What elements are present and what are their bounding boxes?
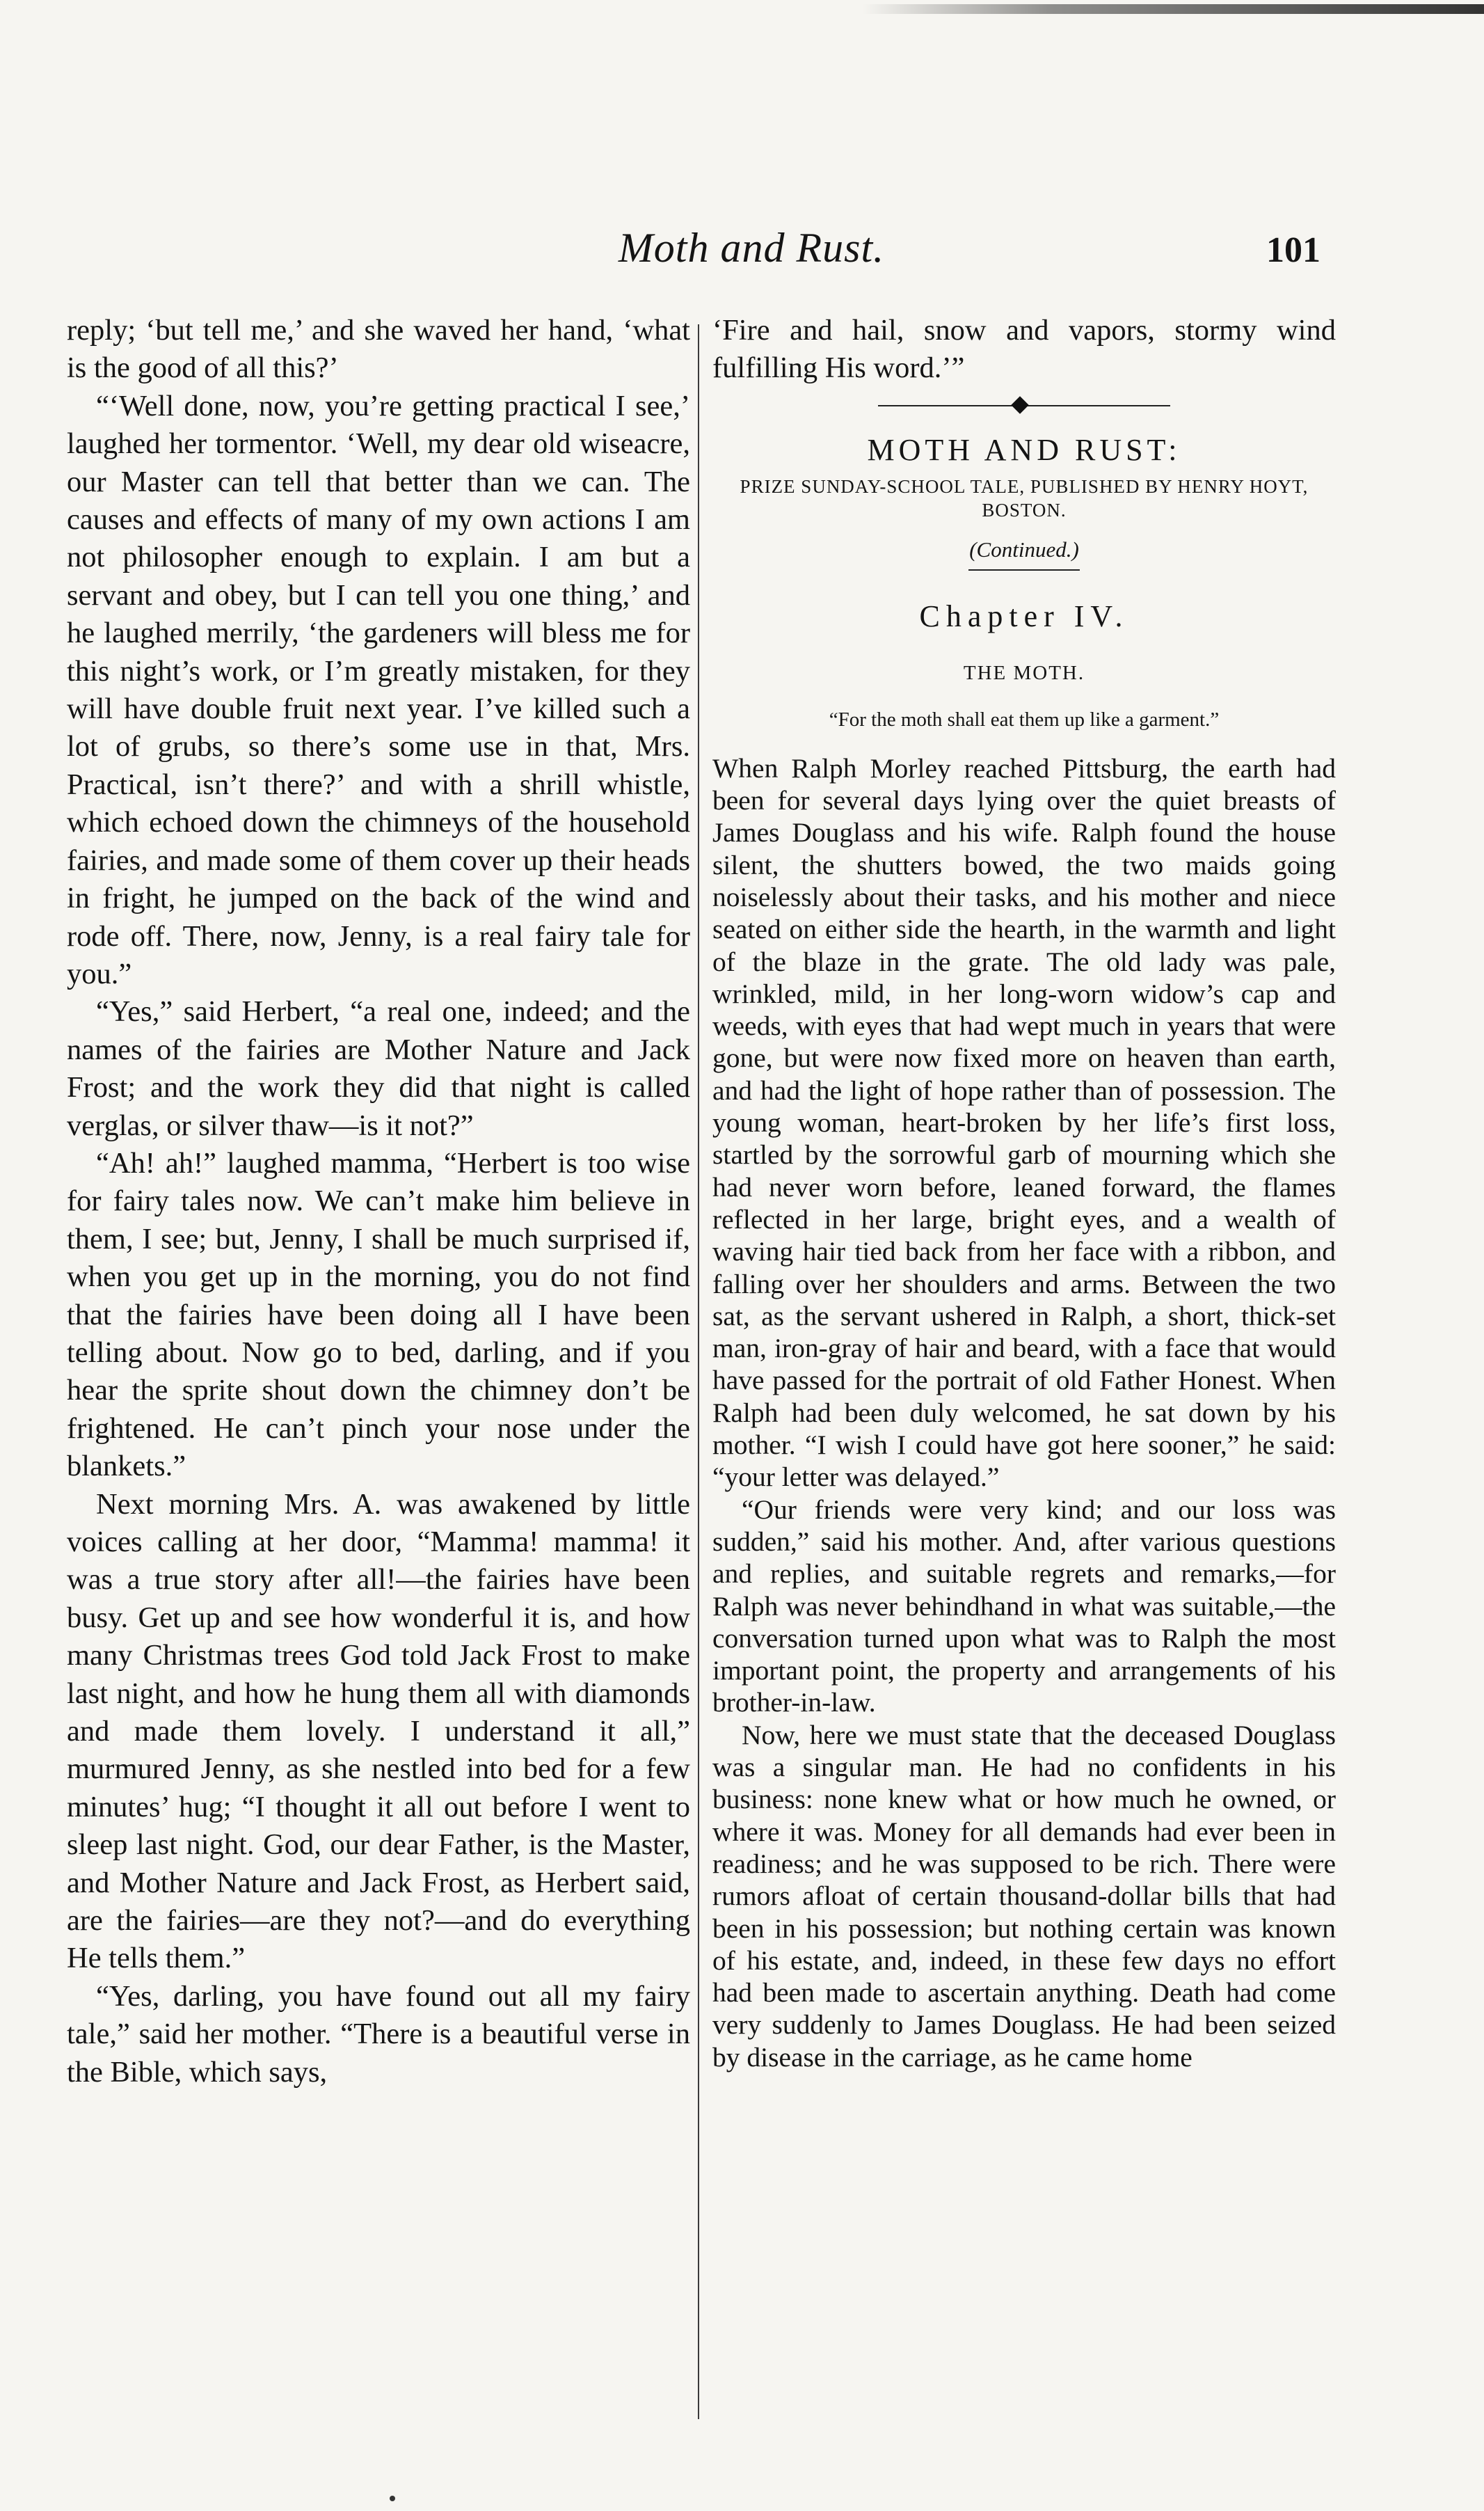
scan-mark	[390, 2496, 395, 2501]
short-rule	[968, 569, 1080, 571]
paragraph: Next morning Mrs. A. was awakened by little voices calling at her door, “Mamma! mamma! it was a true story after all!—the fairies have been busy. Get up and see how wonderful it is, and how many Christmas trees God told Jack Frost to make last night, and how he hung them all with diamonds and made them lovely. I understand it all,” murmured Jenny, as she nestled into bed for a few minutes’ hug; “I thought it all out before I went to sleep last night. God, our dear Father, is the Master, and Mother Nature and Jack Frost, as Herbert said, are the fairies—are they not?—and do everything He tells them.”	[67, 1487, 690, 1975]
paragraph: “Our friends were very kind; and our loss was sudden,” said his mother. And, after various questions and replies, and suitable regrets and remarks,—for Ralph was never behindhand in what was suitable,—the conversation turned upon what was to Ralph the most important point, the property and arrangements of his brother-in-law.	[712, 1494, 1336, 1718]
page-number: 101	[1266, 230, 1321, 270]
diamond-ornament-icon	[1011, 396, 1028, 413]
paragraph: “Yes, darling, you have found out all my fairy tale,” said her mother. “There is a beautiful verse in the Bible, which says,	[67, 1979, 690, 2089]
running-title: Moth and Rust.	[618, 225, 885, 271]
paragraph: “Ah! ah!” laughed mamma, “Herbert is too wise for fairy tales now. We can’t make him believe in them, I see; but, Jenny, I shall be much surprised if, when you get up in the morning, you do not find that the fairies have been doing all I have been telling about. Now go to bed, darling, and if you hear the sprite shout down the chimney don’t be frightened. He can’t pinch your nose under the blankets.”	[67, 1146, 690, 1483]
paragraph: “‘Well done, now, you’re getting practical I see,’ laughed her tormentor. ‘Well, my dear old wiseacre, our Master can tell that better than we can. The causes and effects of many of my own actions I am not philosopher enough to explain. I am but a servant and obey, but I can tell you one thing,’ and he laughed merrily, ‘the gardeners will bless me for this night’s work, or I’m greatly mistaken, for they will have double fruit next year. I’ve killed such a lot of grubs, so there’s some use in that, Mrs. Practical, isn’t there?’ and with a shrill whistle, which echoed down the chimneys of the household fairies, and made some of them cover up their heads in fright, he jumped on the back of the wind and rode off. There, now, Jenny, is a real fairy tale for you.”	[67, 389, 690, 990]
paragraph: “Yes,” said Herbert, “a real one, indeed; and the names of the fairies are Mother Nature and Jack Frost; and the work they did that night is called verglas, or silver thaw—is it not?”	[67, 995, 690, 1142]
paragraph: reply; ‘but tell me,’ and she waved her hand, ‘what is the good of all this?’	[67, 314, 690, 385]
chapter-title: THE MOTH.	[963, 661, 1085, 684]
right-column	[712, 312, 1336, 2469]
column-divider	[698, 324, 699, 2419]
paragraph: Now, here we must state that the deceased Douglass was a singular man. He had no confidents in his business: none knew what or how much he owned, or where it was. Money for all demands had ever been in readiness; and he was supposed to be rich. There were rumors afloat of certain thousand-dollar bills that had been in his possession; but nothing certain was known of his estate, and, indeed, in these few days no effort had been made to ascertain anything. Death had come very suddenly to James Douglass. He had been seized by disease in the carriage, as he came home	[712, 1719, 1336, 2073]
scan-edge-line	[863, 4, 1484, 14]
story-subtitle: PRIZE SUNDAY-SCHOOL TALE, PUBLISHED BY HENRY HOYT, BOSTON.	[740, 475, 1309, 521]
section-ornament	[878, 397, 1170, 414]
paragraph: ‘Fire and hail, snow and vapors, stormy wind fulfilling His word.’”	[712, 314, 1336, 385]
paragraph: When Ralph Morley reached Pittsburg, the earth had been for several days lying over the quiet breasts of James Douglass and his wife. Ralph found the house silent, the shutters bowed, the two maids going noiselessly about their tasks, and his mother and niece seated on either side the hearth, in the warmth and light of the blaze in the grate. The old lady was pale, wrinkled, mild, in her long-worn widow’s cap and weeds, with eyes that had wept much in years that were gone, but were now fixed more on heaven than earth, and had the light of hope rather than of possession. The young woman, heart-broken by her life’s first loss, startled by the sorrowful garb of mourning which she had never worn before, leaned forward, the flames reflected in her large, bright eyes, and a wealth of waving hair tied back from her face with a ribbon, and falling over her shoulders and arms. Between the two sat, as the servant ushered in Ralph, a short, thick-set man, iron-gray of hair and beard, with a face that would have passed for the portrait of old Father Honest. When Ralph had been duly welcomed, he sat down by his mother. “I wish I could have got here sooner,” he said: “your letter was delayed.”	[712, 752, 1336, 1493]
continued-note: (Continued.)	[969, 537, 1079, 562]
chapter-heading: Chapter IV.	[919, 599, 1129, 633]
story-title: MOTH AND RUST:	[867, 432, 1181, 467]
left-column	[67, 312, 690, 2441]
epigraph: “For the moth shall eat them up like a garment.”	[829, 708, 1220, 731]
